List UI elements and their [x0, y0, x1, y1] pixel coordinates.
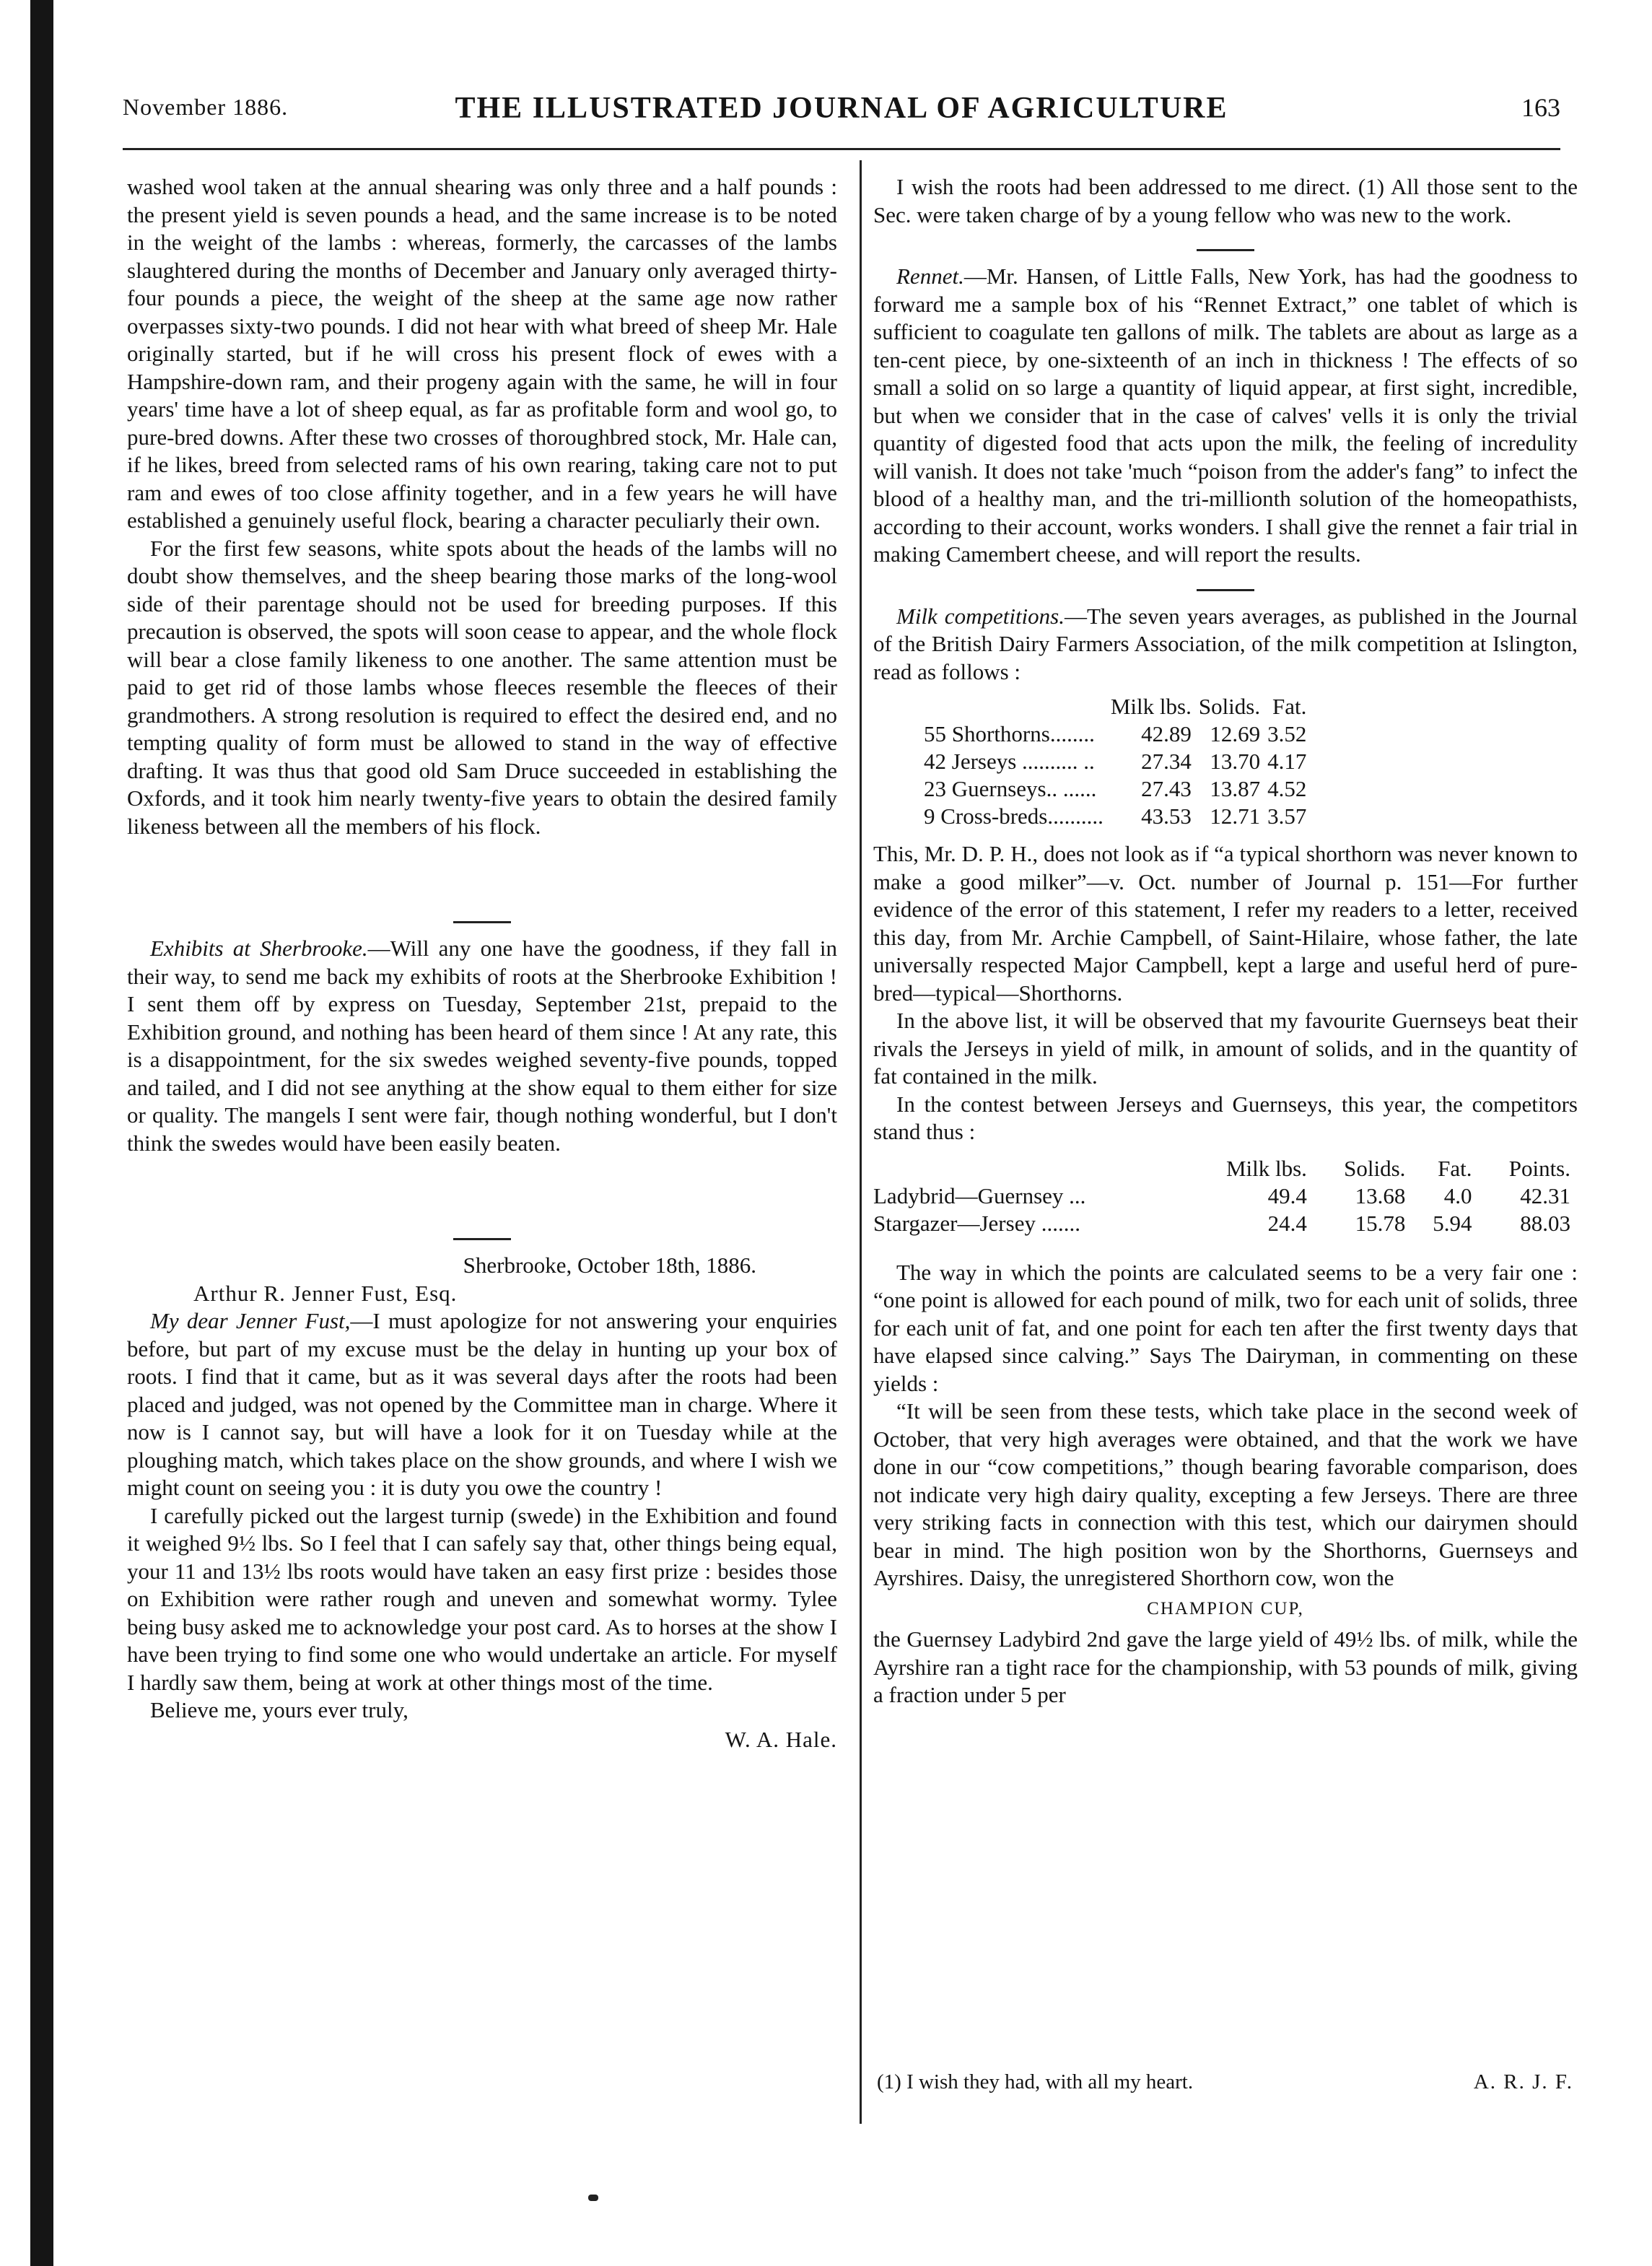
- exhibits-text: —Will any one have the goodness, if they fall in their way, to send me back my exhibits of roots at the Sherbrooke Exhibition ! I sent them off by express on Tuesday, September 21st, prepaid to the Exhibition ground, and nothing has been heard of them since ! At any rate, this is a disappointment, for the six swedes weighed seventy-five pounds, topped and tailed, and I did not see anything at the show equal to them either for size or quality. The mangels I sent were fair, though nothing wonderful, but I don't think the swedes would have been easily beaten.: [127, 936, 837, 1156]
- contest-paragraph: In the contest between Jerseys and Guernseys, this year, the competitors stand thus :: [873, 1091, 1578, 1144]
- table-cell: 42.89: [1141, 721, 1192, 746]
- letter-closing: Believe me, yours ever truly,: [150, 1697, 408, 1722]
- table-row: [924, 803, 1314, 830]
- ink-mark: [588, 2195, 598, 2201]
- table-cell: 49.4: [1267, 1182, 1307, 1208]
- letter-paragraph-2: I carefully picked out the largest turnip (swede) in the Exhibition and found it weighed 9½ lbs. So I feel that I can safely say that, other things being equal, your 11 and 13½ lbs roots would have taken an easy first prize : besides those on Exhibition were rather rough and uneven and somewhat wormy. Tylee being busy asked me to acknowledge your post card. As to horses at the show I have been trying to find some one who would undertake an article. For myself I hardly saw them, being at work at other things most of the time.: [127, 1502, 837, 1695]
- dairyman-quote-paragraph: “It will be seen from these tests, which take place in the second week of October, that very high averages were obtained, and that the work we have done in our “cow competitions,” though bearing favorable comparison, does not indicate very high dairy quality, excepting a few Jerseys. There are three very striking facts in connection with this test, which our dairymen should bear in mind. The high position won by the Shorthorns, Guernseys and Ayrshires. Daisy, the unregistered Shorthorn cow, won the: [873, 1398, 1578, 1590]
- table-header-row: [873, 1155, 1578, 1182]
- points-paragraph: The way in which the points are calculated seems to be a very fair one : “one point is allowed for each pound of milk, two for each unit of solids, three for each unit of fat, and one point for each ten after the first twenty days that have elapsed since calving.” Says The Dairyman, in commenting on these yields :: [873, 1259, 1578, 1396]
- journal-title: THE ILLUSTRATED JOURNAL OF AGRICULTURE: [455, 92, 1228, 125]
- table-cell: 12.71: [1210, 803, 1261, 829]
- table-header-cell: Fat.: [1438, 1155, 1472, 1181]
- exhibits-heading: Exhibits at Sherbrooke.: [150, 936, 368, 961]
- header-date: November 1886.: [123, 94, 289, 120]
- table-header-cell: Solids.: [1344, 1155, 1406, 1181]
- letter-addressee: Arthur R. Jenner Fust, Esq.: [193, 1280, 458, 1306]
- column-divider: [860, 160, 862, 2124]
- table-header-row: [924, 693, 1314, 720]
- page-binding-edge: [30, 0, 53, 2266]
- exhibits-paragraph: [127, 935, 837, 1157]
- table-cell: Ladybrid—Guernsey ...: [873, 1182, 1086, 1208]
- wool-paragraph: washed wool taken at the annual shearing was only three and a half pounds : the present yield is seven pounds a head, and the same increase is to be noted in the weight of the lambs : whereas, formerly, the carcasses of the lambs slaughtered during the months of December and January only averaged thirty-four pounds a piece, the weight of the sheep at the same age now rather overpasses sixty-two pounds. I did not hear with what breed of sheep Mr. Hale originally started, but if he will cross his present flock of ewes with a Hampshire-down ram, and their progeny again with the same, he will in four years' time have a lot of sheep equal, as far as profitable form and wool go, to pure-bred downs. After these two crosses of thoroughbred stock, Mr. Hale can, if he likes, breed from selected rams of his own rearing, taking care not to put ram and ewes of too close affinity together, and in a few years he will have established a genuinely useful flock, bearing a character peculiarly their own.: [127, 174, 837, 533]
- table-cell: 23 Guernseys.. ......: [924, 776, 1097, 801]
- left-column: [127, 173, 837, 1753]
- section-rule: [453, 921, 511, 923]
- table-header-cell: [873, 1155, 1188, 1182]
- table-cell: 15.78: [1355, 1210, 1406, 1236]
- table-cell: 88.03: [1520, 1210, 1570, 1236]
- spacer: [127, 840, 837, 901]
- table-cell: 4.17: [1267, 749, 1307, 774]
- milk-averages-table: [924, 693, 1314, 830]
- roots-paragraph: I wish the roots had been addressed to me direct. (1) All those sent to the Sec. were taken charge of by a young fellow who was new to the work.: [873, 174, 1578, 227]
- table-header-cell: Milk lbs.: [1110, 694, 1192, 719]
- table-cell: 4.0: [1443, 1182, 1472, 1208]
- right-column: [873, 173, 1578, 1709]
- letter-dateline: Sherbrooke, October 18th, 1886.: [463, 1252, 756, 1278]
- table-cell: 13.87: [1210, 776, 1261, 801]
- letter-signature: W. A. Hale.: [725, 1726, 837, 1752]
- ladybird-paragraph: the Guernsey Ladybird 2nd gave the large yield of 49½ lbs. of milk, while the Ayrshire ran a tight race for the championship, with 53 pounds of milk, giving a fraction under 5 per: [873, 1626, 1578, 1707]
- table-cell: 5.94: [1433, 1210, 1472, 1236]
- table-cell: 43.53: [1141, 803, 1192, 829]
- letter-salutation: My dear Jenner Fust,: [150, 1308, 351, 1333]
- page-header: [123, 85, 1560, 128]
- table-cell: 42.31: [1520, 1182, 1570, 1208]
- table-row: [924, 748, 1314, 775]
- table-row: [873, 1210, 1578, 1237]
- rennet-text: —Mr. Hansen, of Little Falls, New York, has had the goodness to forward me a sample box of his “Rennet Extract,” one tablet of which is sufficient to coagulate ten gallons of milk. The tablets are about as large as a ten-cent piece, by one-sixteenth of an inch in thickness ! The effects of so small a solid on so large a quantity of liquid appear, at first sight, incredible, but when we consider that in the case of calves' vells it is only the trivial quantity of digested food that acts upon the milk, the feeling of incredulity will vanish. It does not take 'much “poison from the adder's fang” to infect the blood of a healthy man, and the tri-millionth solution of the homeopathists, according to their account, works wonders. I shall give the rennet a fair trial in making Camembert cheese, and will report the results.: [873, 263, 1578, 567]
- footnote: [877, 2070, 1573, 2094]
- shorthorn-paragraph: This, Mr. D. P. H., does not look as if “a typical shorthorn was never known to make a good milker”—v. Oct. number of Journal p. 151—For further evidence of the error of this statement, I refer my readers to a letter, received this day, from Mr. Archie Campbell, of Saint-Hilaire, whose father, the late universally respected Major Campbell, kept a large and useful herd of pure-bred—typical—Shorthorns.: [873, 841, 1578, 1006]
- table-cell: 55 Shorthorns........: [924, 721, 1095, 746]
- section-rule: [1197, 589, 1254, 591]
- rennet-paragraph: [873, 263, 1578, 569]
- table-cell: 13.70: [1210, 749, 1261, 774]
- table-header-cell: Fat.: [1272, 694, 1307, 719]
- table-row: [924, 775, 1314, 803]
- milk-text: —The seven years averages, as published in the Journal of the British Dairy Farmers Association, of the milk competition at Islington, read as follows :: [873, 603, 1578, 684]
- milk-heading: Milk competitions.: [896, 603, 1065, 629]
- spacer: [127, 1157, 837, 1218]
- table-cell: 9 Cross-breds..........: [924, 803, 1103, 829]
- table-cell: 4.52: [1267, 776, 1307, 801]
- letter-paragraph-1: [127, 1307, 837, 1502]
- table-header-cell: Points.: [1508, 1155, 1570, 1181]
- table-cell: 27.43: [1141, 776, 1192, 801]
- table-cell: 24.4: [1267, 1210, 1307, 1236]
- table-cell: 3.52: [1267, 721, 1307, 746]
- table-cell: Stargazer—Jersey .......: [873, 1210, 1080, 1236]
- section-rule: [453, 1238, 511, 1240]
- table-cell: 12.69: [1210, 721, 1261, 746]
- table-cell: 42 Jerseys .......... ..: [924, 749, 1095, 774]
- footnote-signature: A. R. J. F.: [1473, 2070, 1573, 2093]
- table-row: [873, 1182, 1578, 1210]
- letter-text-1: —I must apologize for not answering your enquiries before, but part of my excuse must be the delay in hunting up your box of roots. I find that it came, but as it was several days after the roots had been placed and judged, was not opened by the Committee man in charge. Where it now is I cannot say, but will have a look for it on Tuesday while at the ploughing match, which takes place on the show grounds, and where I wish we might count on seeing you : it is duty you owe the country !: [127, 1308, 837, 1500]
- footnote-text: (1) I wish they had, with all my heart.: [877, 2070, 1194, 2093]
- table-header-cell: Milk lbs.: [1225, 1155, 1307, 1181]
- table-cell: 3.57: [1267, 803, 1307, 829]
- champion-cup-heading: CHAMPION CUP,: [1147, 1598, 1304, 1618]
- section-rule: [1197, 249, 1254, 251]
- contest-points-table: [873, 1155, 1578, 1237]
- page-number: 163: [1521, 93, 1560, 122]
- table-header-cell: [924, 693, 1111, 720]
- table-header-cell: Solids.: [1198, 694, 1261, 719]
- table-cell: 13.68: [1355, 1182, 1406, 1208]
- guernsey-paragraph: In the above list, it will be observed that my favourite Guernseys beat their rivals the Jerseys in yield of milk, in amount of solids, and in the quantity of fat contained in the milk.: [873, 1008, 1578, 1089]
- spots-paragraph: For the first few seasons, white spots about the heads of the lambs will no doubt show themselves, and the sheep bearing those marks of the long-wool side of their parentage should not be used for breeding purposes. If this precaution is observed, the spots will soon cease to appear, and the whole flock will bear a close family likeness to one another. The same attention must be paid to get rid of those lambs whose fleeces resemble the fleeces of their grandmothers. A strong resolution is required to effect the desired end, and no tempting quality of form must be allowed to stand in the way of effective drafting. It was thus that good old Sam Druce succeeded in establishing the Oxfords, and it took him nearly twenty-five years to obtain the desired family likeness between all the members of his flock.: [127, 535, 837, 839]
- milk-paragraph: [873, 603, 1578, 687]
- rennet-heading: Rennet.: [896, 263, 964, 289]
- table-row: [924, 720, 1314, 748]
- table-cell: 27.34: [1141, 749, 1192, 774]
- header-rule: [123, 148, 1560, 150]
